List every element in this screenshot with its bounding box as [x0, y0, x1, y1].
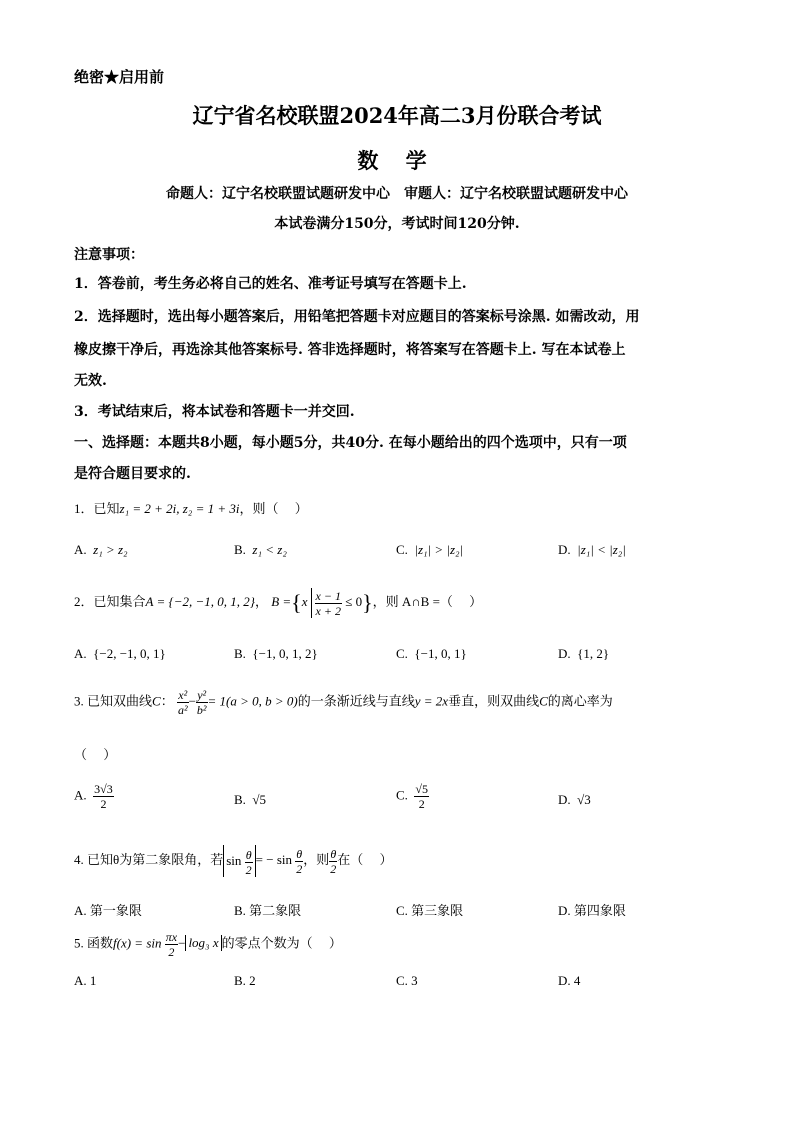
q2-option-c: C. {−1, 0, 1} [396, 646, 467, 661]
q2-fraction: $\frac{x - 1}{x + 2}$ [315, 588, 341, 618]
notice-item-1: 1．答卷前，考生务必将自己的姓名、准考证号填写在答题卡上. [74, 276, 467, 292]
q1-option-c: C. |z₁| > |z₂| [396, 542, 464, 557]
question-4: 4. 已知θ为第二象限角，若 sin $\frac{\theta}{2}$ = − sin $\frac{\theta}{2}$ ，则 $\frac{\theta}{2}$ 在（ ） [74, 846, 393, 877]
notice-item-2-line-2: 橡皮擦干净后，再选涂其他答案标号. 答非选择题时，将答案写在答题卡上. 写在本试卷上 [74, 342, 626, 358]
question-3: 3. 已知双曲线C： $\frac{\text{x²}}{\text{a²}}$ − $\frac{\text{y²}}{\text{b²}}$ = 1(a > 0, b > 0)的一条渐近线与直线y = 2x垂直，则双曲线C的离心率为 [74, 688, 613, 717]
q2-option-b: B. {−1, 0, 1, 2} [234, 646, 318, 661]
q5-option-d: D. 4 [558, 973, 581, 988]
q1-suffix: ，则（ ） [239, 501, 308, 516]
notice-heading: 注意事项： [74, 247, 144, 263]
question-2: 2．已知集合A = {−2, −1, 0, 1, 2}， B ={x $\frac{x - 1}{x + 2}$ ≤ 0}，则 A∩B =（ ） [74, 588, 483, 618]
q5-option-c: C. 3 [396, 973, 418, 988]
q5-option-b: B. 2 [234, 973, 256, 988]
q3-fraction-y: $\frac{\text{y²}}{\text{b²}}$ [196, 688, 207, 717]
q4-option-a: A. 第一象限 [74, 903, 142, 918]
q4-option-c: C. 第三象限 [396, 903, 464, 918]
authors-line: 命题人：辽宁名校联盟试题研发中心 审题人：辽宁名校联盟试题研发中心 [166, 186, 628, 202]
confidential-mark: 绝密★启用前 [74, 68, 165, 86]
notice-item-2-line-1: 2．选择题时，选出每小题答案后，用铅笔把答题卡对应题目的答案标号涂黑. 如需改动，用 [74, 309, 640, 325]
q2-option-a: A. {−2, −1, 0, 1} [74, 646, 166, 661]
q3-option-b: B. √5 [234, 792, 267, 807]
question-1 [74, 498, 308, 517]
subject-title: 数 学 [357, 148, 437, 173]
section-1-heading-line-2: 是符合题目要求的. [74, 466, 191, 482]
q3-fraction-x: $\frac{\text{x²}}{\text{a²}}$ [177, 688, 188, 717]
q3-option-d: D. √3 [558, 792, 591, 807]
q1-option-b: B. z₁ < z₂ [234, 542, 287, 557]
q1-option-a: A. z₁ > z₂ [74, 542, 128, 557]
q1-option-d: D. |z₁| < |z₂| [558, 542, 626, 557]
q4-option-d: D. 第四象限 [558, 903, 626, 918]
q3-option-a: A. $\frac{3√3}{2}$ [74, 782, 113, 811]
section-1-heading-line-1: 一、选择题：本题共8小题，每小题5分，共40分. 在每小题给出的四个选项中，只有一项 [74, 435, 627, 451]
q5-option-a: A. 1 [74, 973, 97, 988]
q2-option-d: D. {1, 2} [558, 646, 610, 661]
exam-title: 辽宁省名校联盟2024年高二3月份联合考试 [192, 103, 602, 128]
q4-option-b: B. 第二象限 [234, 903, 302, 918]
score-info: 本试卷满分150分，考试时间120分钟. [274, 216, 520, 232]
q3-answer-paren: （ ） [74, 747, 117, 762]
question-5: 5. 函数f(x) = sin $\frac{\pi x}{2}$ − log₃ x 的零点个数为（ ） [74, 930, 342, 959]
notice-item-2-line-3: 无效. [74, 373, 107, 389]
q3-option-c: C. $\frac{√5}{2}$ [396, 782, 429, 811]
q1-expression: z₁ = 2 + 2i, z₂ = 1 + 3i [119, 501, 240, 516]
q1-prefix: 1．已知 [74, 501, 120, 516]
q2-set-a: A = {−2, −1, 0, 1, 2} [145, 593, 255, 609]
notice-item-3: 3．考试结束后，将本试卷和答题卡一并交回. [74, 404, 355, 420]
